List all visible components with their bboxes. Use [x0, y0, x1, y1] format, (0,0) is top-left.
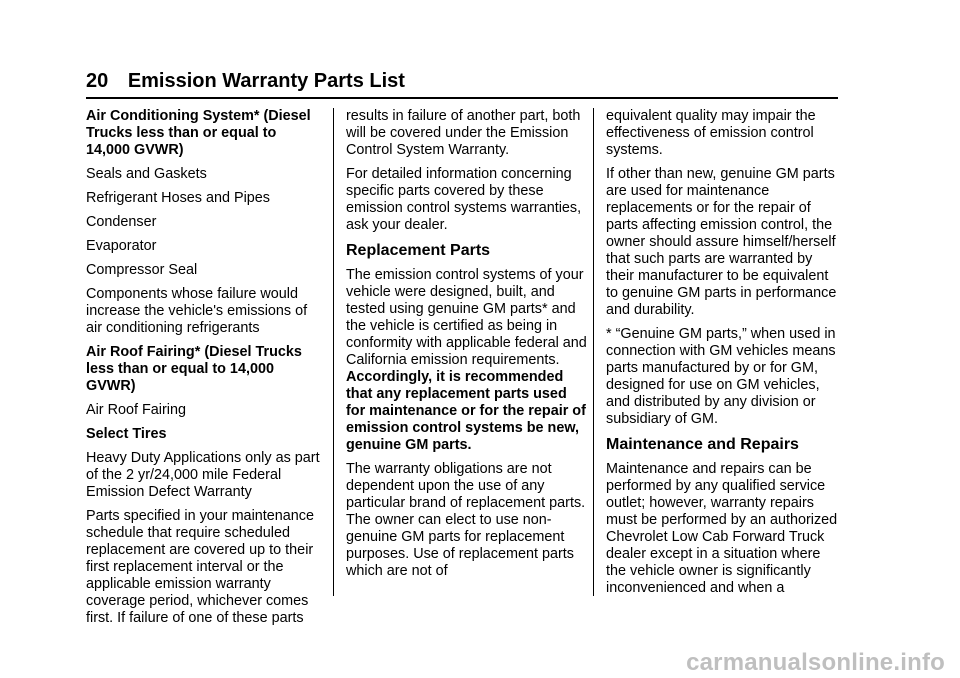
paragraph-other: If other than new, genuine GM parts are used for maintenance replacements or for the repair of parts affecting emission control, the owner should assure himself/herself that such parts are warranted by their manufacturer to be equivalent to genuine GM parts in performance and durability. — [606, 166, 837, 318]
maintenance-heading: Maintenance and Repairs — [606, 436, 799, 453]
paragraph-footnote: * “Genuine GM parts,” when used in connection with GM vehicles means parts manufactured by or for GM, designed for use on GM vehicles, and distributed by any division or subsidiary of GM. — [606, 326, 836, 427]
systems-text: The emission control systems of your vehicle were designed, built, and tested using genuine GM parts* and the vehicle is certified as being in conformity with applicable federal and California emission requirements. — [346, 267, 587, 368]
column-1 — [86, 108, 324, 634]
column-3 — [606, 108, 842, 604]
paragraph-obligations: The warranty obligations are not dependent upon the use of any particular brand of replacement parts. The owner can elect to use non-genuine GM parts for replacement purposes. Use of replacement parts which are not of — [346, 461, 586, 579]
paragraph-equivalent: equivalent quality may impair the effectiveness of emission control systems. — [606, 108, 816, 158]
paragraph-maintenance: Maintenance and repairs can be performed by any qualified service outlet; however, warranty repairs must be performed by an authorized Chevrolet Low Cab Forward Truck dealer except in a situation where the vehicle owner is significantly inconvenienced and when a — [606, 461, 838, 596]
replacement-parts-heading: Replacement Parts — [346, 242, 491, 259]
select-tires-heading: Select Tires — [86, 426, 167, 442]
roof-fairing-heading: Air Roof Fairing* (Diesel Trucks less than or equal to 14,000 GVWR) — [86, 344, 302, 394]
list-item-heavy-duty: Heavy Duty Applications only as part of the 2 yr/24,000 mile Federal Emission Defect Warranty — [86, 450, 320, 500]
list-item-components: Components whose failure would increase the vehicle's emissions of air conditioning refrigerants — [86, 286, 308, 336]
list-item-seals: Seals and Gaskets — [86, 166, 207, 182]
paragraph-results: results in failure of another part, both will be covered under the Emission Control System Warranty. — [346, 108, 581, 158]
watermark: carmanualsonline.info — [686, 649, 945, 676]
ac-system-heading: Air Conditioning System* (Diesel Trucks less than or equal to 14,000 GVWR) — [86, 108, 311, 158]
column-2 — [346, 108, 588, 587]
column-divider-2 — [593, 108, 594, 596]
paragraph-systems — [346, 267, 588, 454]
systems-bold-text: Accordingly, it is recommended that any replacement parts used for maintenance or for the repair of emission control systems be new, genuine GM parts. — [346, 369, 586, 453]
page-number: 20 — [86, 70, 109, 92]
list-item-roof: Air Roof Fairing — [86, 402, 186, 418]
list-item-condenser: Condenser — [86, 214, 157, 230]
header-divider — [86, 97, 838, 99]
list-item-evaporator: Evaporator — [86, 238, 157, 254]
list-item-compressor: Compressor Seal — [86, 262, 198, 278]
page-title: Emission Warranty Parts List — [127, 70, 405, 92]
paragraph-info: For detailed information concerning specific parts covered by these emission control systems warranties, ask your dealer. — [346, 166, 582, 233]
page-header — [86, 68, 838, 94]
column-divider-1 — [333, 108, 334, 596]
paragraph-scheduled-parts: Parts specified in your maintenance schedule that require scheduled replacement are covered up to their first replacement interval or the applicable emission warranty coverage period, whichever comes first. If failure of one of these parts — [86, 508, 314, 626]
list-item-hoses: Refrigerant Hoses and Pipes — [86, 190, 270, 206]
